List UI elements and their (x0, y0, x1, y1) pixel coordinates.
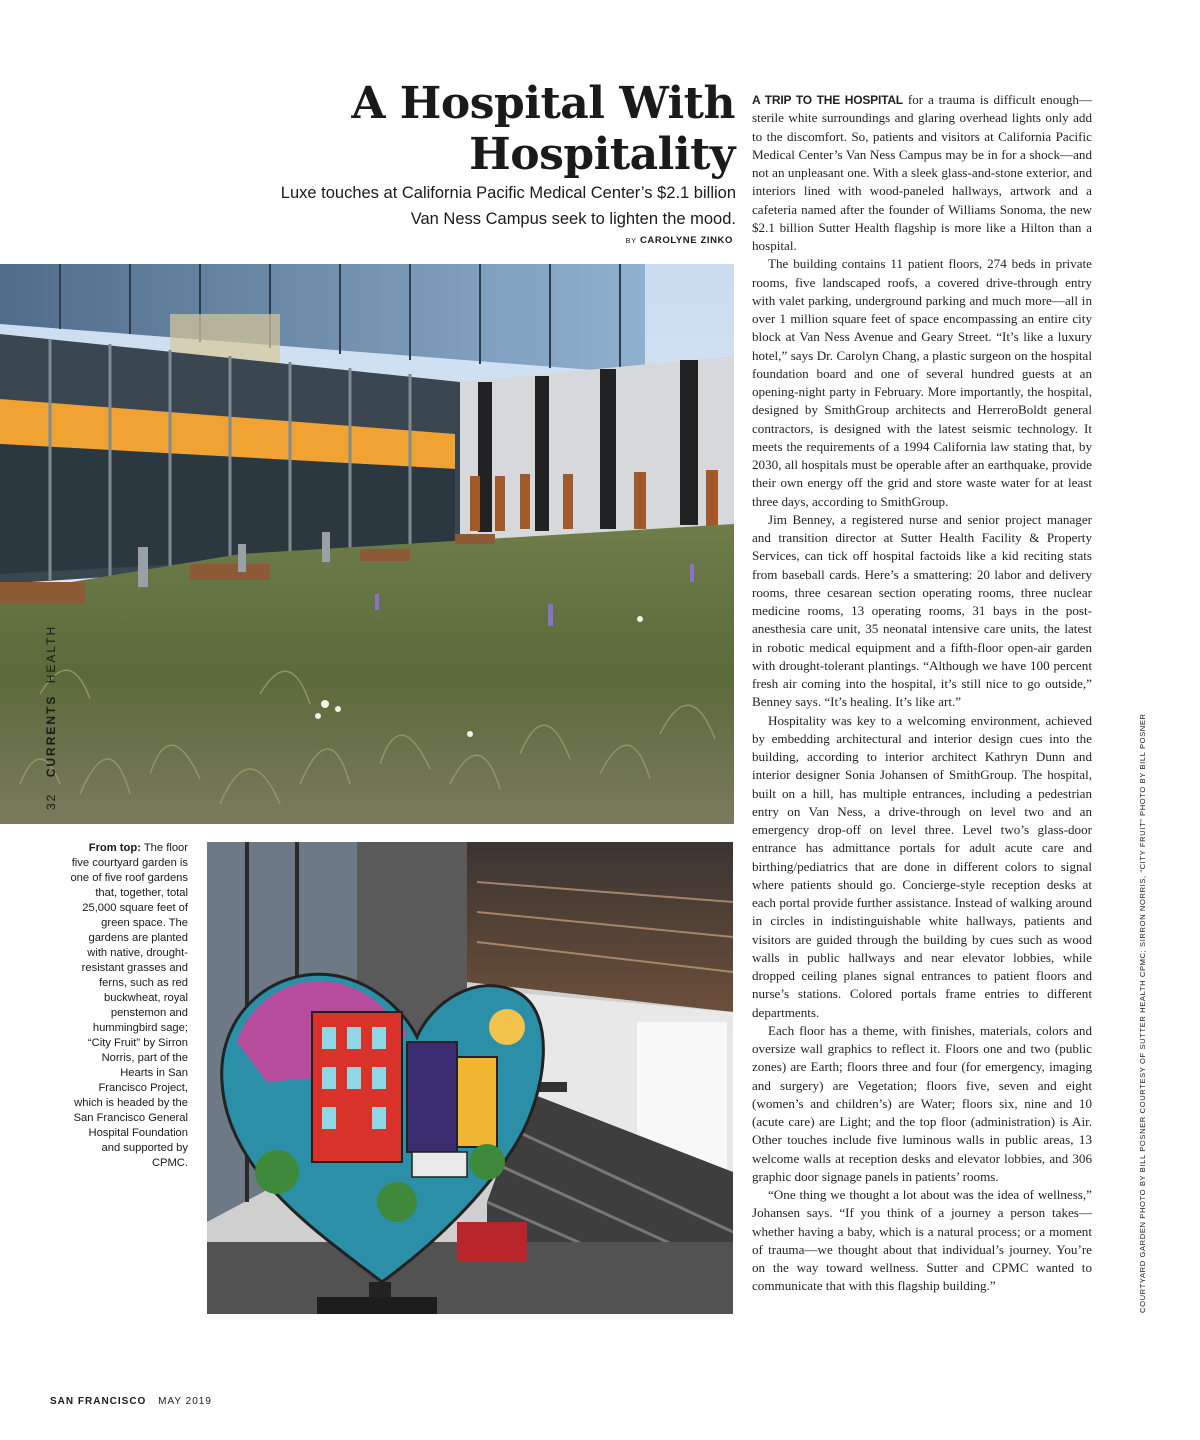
dek: Luxe touches at California Pacific Medical Center’s $2.1 billion Van Ness Campus seek to lighten the mood. (280, 184, 736, 228)
headline: A Hospital With Hospitality (351, 78, 735, 180)
caption-lead: From top: (88, 842, 141, 854)
byline (480, 235, 733, 246)
folio (50, 1396, 212, 1407)
article-paragraph: Each floor has a theme, with finishes, materials, colors and oversize wall graphics to reflect it. Floors one and two (public zones) are Earth; floors three and four (for emergency, imaging and surgery) are Vegetation; floors five, seven and eight (women’s and children’s) are Water; floors six, nine and 10 (acute care) are Light; and the top floor (administration) is Air. Other touches include five luminous walls in public areas, 13 welcome walls at reception desks and elevator lobbies, and 306 graphic door signage panels in patients’ rooms. (752, 1022, 1092, 1184)
page-number: 32 (44, 792, 58, 810)
city-fruit-heart-photo (207, 842, 733, 1314)
caption-text: The floor five courtyard garden is one of five roof gardens that, together, total 25,000 square feet of green space. The gardens are planted with native, drought-resistant grasses and ferns, such as red buckwheat, royal penstemon and hummingbird sage; “City Fruit” by Sirron Norris, part of the Hearts in San Francisco Project, which is headed by the San Francisco General Hospital Foundation and supported by CPMC. (70, 842, 188, 1169)
issue-date: MAY 2019 (158, 1396, 212, 1407)
article-paragraph: “One thing we thought a lot about was the idea of wellness,” Johansen says. “If you think of a journey a person takes—whether having a baby, which is a natural process; or a moment of trauma—we thought about that individual’s journey. You’re on the way toward wellness. Sutter and CPMC wanted to communicate that with this flagship building.” (752, 1187, 1092, 1294)
section-tag (44, 625, 58, 810)
photo-credit: COURTYARD GARDEN PHOTO BY BILL POSNER COURTESY OF SUTTER HEALTH CPMC; SIRRON NORRIS, “CITY FRUIT” PHOTO BY BILL POSNER (1138, 713, 1147, 1313)
courtyard-garden-photo (0, 264, 734, 824)
article-lead-in: A TRIP TO THE HOSPITAL (752, 93, 903, 107)
article-paragraph-text: for a trauma is difficult enough—sterile white surroundings and glaring overhead lights only add to the discomfort. So, patients and visitors at California Pacific Medical Center’s Van Ness Campus may be in for a shock—and not an unpleasant one. With a sleek glass-and-stone exterior, and interiors lined with wood-paneled hallways, artwork and a cafeteria named after the founder of Williams Sonoma, the new $2.1 billion Sutter Health flagship is more like a Hilton than a hospital. (752, 92, 1093, 253)
article-body (752, 91, 1092, 1296)
byline-author: CAROLYNE ZINKO (639, 235, 733, 246)
section-name: CURRENTS (44, 694, 58, 778)
section-topic: HEALTH (44, 624, 58, 684)
magazine-name: SAN FRANCISCO (50, 1396, 147, 1407)
article-paragraph (752, 91, 1092, 255)
article-paragraph: Jim Benney, a registered nurse and senior project manager and transition director at Sutter Health Facility & Property Services, can tick off hospital factoids like a kid reciting stats from baseball cards. Here’s a smattering: 20 labor and delivery rooms, three cesarean section operating rooms, three nuclear medicine rooms, 13 operating rooms, 31 bays in the post-anesthesia care unit, 35 neonatal intensive care units, the latest in robotic medical equipment and a fifth-floor open-air garden with drought-tolerant plantings. “Although we have 100 percent fresh air coming into the hospital, it’s still nice to go outside,” Benney says. “It’s healing. It’s like art.” (752, 511, 1092, 710)
article-paragraph: The building contains 11 patient floors, 274 beds in private rooms, five landscaped roofs, a covered drive-through entry with valet parking, underground parking and much more—all in over 1 million square feet of space encompassing an entire city block at Van Ness Avenue and Geary Street. “It’s like a luxury hotel,” says Dr. Carolyn Chang, a plastic surgeon on the hospital foundation board and one of several hundred guests at an opening-night party in February. More importantly, the hospital, designed by SmithGroup architects and HerreroBoldt general contractors, is designed with the latest seismic technology. It meets the requirements of a 1994 California law stating that, by 2030, all hospitals must be operable after an earthquake, provide their own energy off the grid and store waste water for at least three days, according to SmithGroup. (752, 256, 1092, 509)
article-paragraph: Hospitality was key to a welcoming environment, achieved by embedding architectural and interior design cues into the building, according to interior architect Kathryn Dunn and interior designer Sonia Johansen of SmithGroup. The hospital, built on a hill, has multiple entrances, including a pedestrian entry on Van Ness, a drive-through on level two and an emergency drop-off on level three. Level two’s glass-door entrance has admittance portals for adult acute care and birthing/pediatrics that are done in different colors to signal where patients should go. Concierge-style reception desks at each portal provide further assistance. Instead of walking around in circles in indistinguishable white hallways, patients and visitors are guided through the building by cues such as wood walls in public hallways and near elevator lobbies, while dropped ceiling planes signal entrances to patient floors and nurse’s stations. Colored portals frame entries to different departments. (752, 712, 1092, 1020)
byline-prefix: BY (625, 236, 637, 245)
photo-caption (70, 841, 188, 1171)
